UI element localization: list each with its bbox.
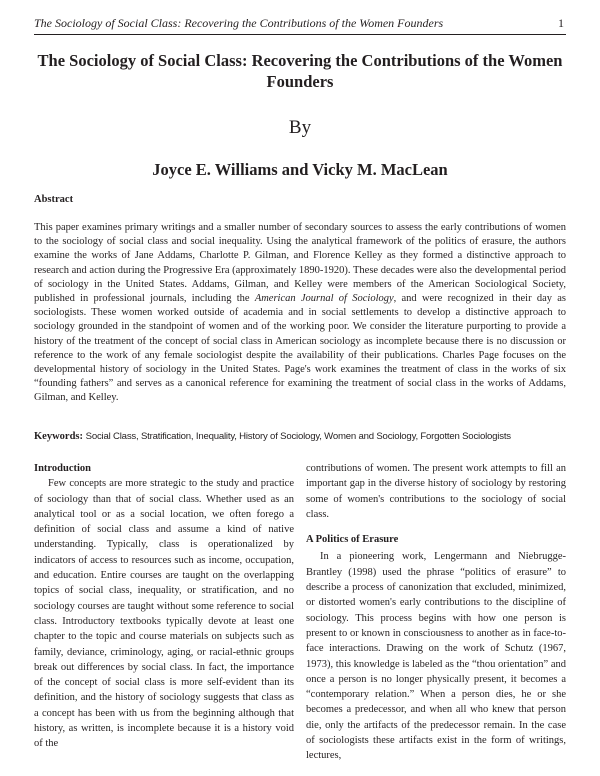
- politics-of-erasure-paragraph: In a pioneering work, Lengermann and Niebrugge-Brantley (1998) used the phrase “politics of erasure” to describe a process of canonization that excluded, minimized, or distorted women's early contributions to the discipline of sociology. This process begins with how one person is present to or known in consciousness to another as in face-to-face interactions. Drawing on the work of Schutz (1967, 1973), this knowledge is labeled as the “thou orientation” and once a person is no longer physically present, it becomes a “contemporary relation.” When a person dies, he or she becomes a predecessor, and when all who knew that person die, only the artifacts of the predecessor remain. In the case of sociologists these artifacts exist in the form of writings, lectures,: [306, 551, 566, 762]
- paper-title: The Sociology of Social Class: Recovering the Contributions of the Women Founders: [37, 51, 563, 91]
- page-number: 1: [558, 16, 564, 30]
- by-line: By: [288, 117, 312, 138]
- running-header: [34, 16, 564, 30]
- header-rule: [34, 34, 566, 35]
- keywords-text: Social Class, Stratification, Inequality, History of Sociology, Women and Sociology, Forgotten Sociologists: [85, 431, 511, 442]
- abstract-text: [34, 221, 566, 406]
- introduction-continuation: contributions of women. The present work attempts to fill an important gap in the diverse history of sociology by restoring some of women's contributions to the sociology of social class.: [306, 463, 566, 520]
- abstract-text-part2: , and were recognized in their day as sociologists. These women worked outside of academia and in social settlements to develop a distinctive approach to sociology grounded in the standpoint of women and of the working poor. We consider the literature purporting to provide a history of the treatment of the concept of social class in American sociology as incomplete because there is no discussion or reference to the work of any female sociologist despite the availability of their publications. Charles Page focuses on the developmental history of sociology in the United States. Page's work examines the treatment of class in the works of six “founding fathers” and serves as a canonical reference for examining the treatment of social class in the works of Addams, Gilman, and Kelley.: [34, 293, 566, 404]
- abstract-text-part1: This paper examines primary writings and a smaller number of secondary sources to assess the early contributions of women to the sociology of social class and social inequality. Using the analytical framework of the politics of erasure, the authors examine the works of Jane Addams, Charlotte P. Gilman, and Florence Kelley as they formed a distinctive approach to research and action during the Progressive Era (approximately 1890-1920). These decades were also the developmental period of sociology in the United States. Addams, Gilman, and Kelley were members of the American Sociological Society, published in professional journals, including the: [34, 222, 566, 305]
- left-column: [34, 461, 294, 752]
- introduction-heading: Introduction: [34, 463, 91, 474]
- authors: Joyce E. Williams and Vicky M. MacLean: [152, 160, 448, 179]
- introduction-paragraph: Few concepts are more strategic to the study and practice of sociology than that of social class. Whether used as an analytical tool or as a social location, we often forego a definition of social class and assume a kind of native understanding. Typically, class is operationalized by indicators of access to resources such as income, occupation, and education. Entire courses are taught on the overlapping topics of social class, inequality, or stratification, and no sociology courses are taught without some reference to social class. Introductory textbooks typically devote at least one chapter to the topic and course materials on subjects such as family, deviance, criminology, aging, or racial-ethnic groups break out differences by social class. In fact, the importance of the concept of social class is more self-evident than its definition, and the history of sociology suggests that class as a concept has been with us from the beginning although that history, as written, is incomplete because it is a history void of the: [34, 478, 294, 750]
- right-column: [306, 461, 566, 764]
- keywords-label: Keywords:: [34, 431, 83, 442]
- abstract-journal-name: American Journal of Sociology: [254, 293, 394, 305]
- politics-of-erasure-heading: A Politics of Erasure: [306, 534, 399, 546]
- running-title: The Sociology of Social Class: Recovering the Contributions of the Women Founders: [34, 16, 444, 30]
- abstract-heading: Abstract: [34, 194, 74, 205]
- keywords: [34, 430, 566, 444]
